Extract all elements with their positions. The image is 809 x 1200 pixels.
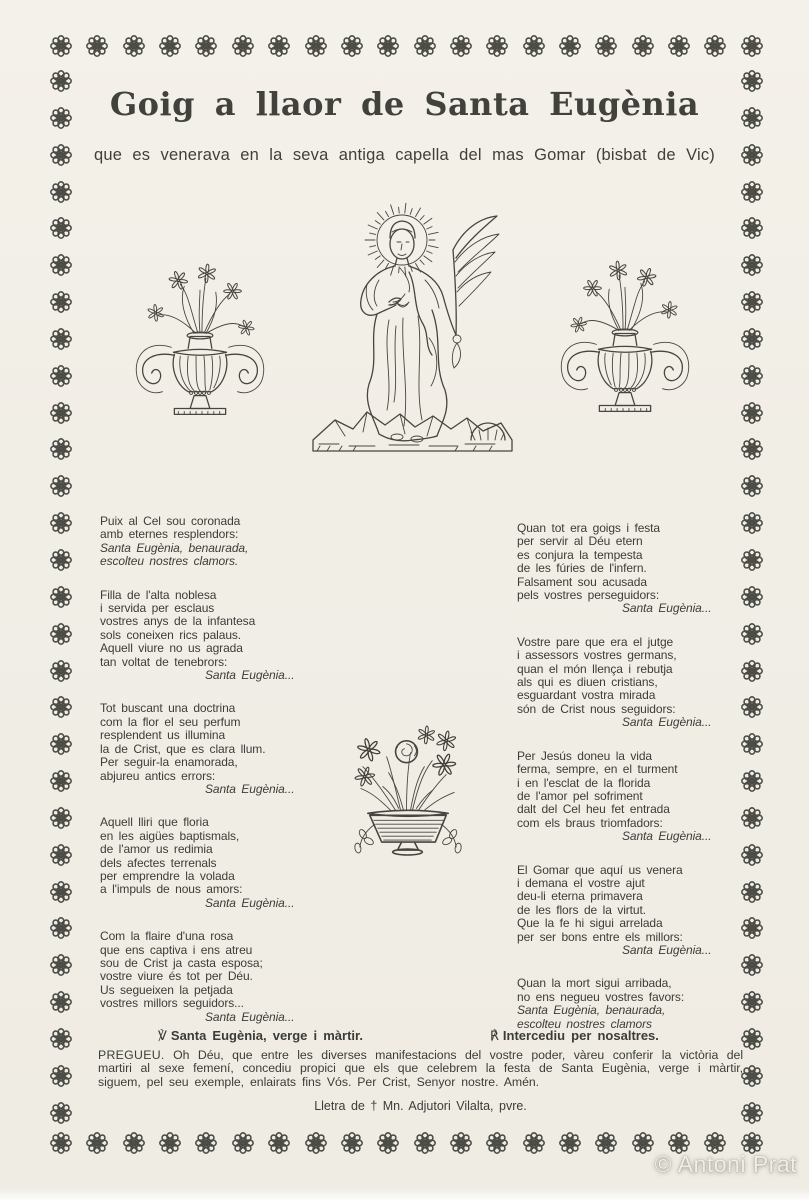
lily-vase-woodcut-right: [556, 251, 694, 419]
stanza: [517, 636, 809, 730]
prayer-lead: PREGUEU.: [98, 1048, 165, 1062]
flower-rosette-icon: [50, 807, 72, 829]
flower-rosette-icon: [741, 181, 763, 203]
border-left-column: [50, 70, 72, 1124]
response: [490, 1028, 659, 1044]
verse-line: quan el món llença i rebutja: [517, 661, 673, 676]
stanza: [100, 816, 410, 910]
verse-line: Aquell viure no us agrada: [100, 641, 243, 656]
refrain-line: Santa Eugènia...: [205, 781, 295, 796]
page-title: Goig a llaor de Santa Eugènia: [109, 85, 700, 123]
verse-line: són de Crist nous seguidors:: [517, 701, 676, 716]
verse-line: sou de Crist ja casta esposa;: [100, 955, 263, 970]
verse-line: de l'amor pel sofriment: [517, 788, 643, 803]
flower-rosette-icon: [741, 254, 763, 276]
flower-rosette-icon: [232, 1132, 254, 1154]
verse-line: Per seguir-la enamorada,: [100, 755, 238, 770]
flower-rosette-icon: [50, 475, 72, 497]
prayer-text: Oh Déu, que entre les diverses manifestacions del vostre poder, vàreu conferir la victòria del martiri al sexe femení, concediu propici que els que celebrem la festa de Santa Eugènia, verge i màrtir, siguem, pel seu exemple, enlairats fins Vós. Per Crist, Senyor nostre. Amén.: [98, 1048, 744, 1089]
verse-line: i servida per esclaus: [100, 601, 215, 616]
verse-line: esguardant vostra mirada: [517, 688, 656, 703]
flower-rosette-icon: [305, 1132, 327, 1154]
flower-rosette-icon: [523, 35, 545, 57]
flower-rosette-icon: [232, 35, 254, 57]
verse-line: Vostre pare que era el jutge: [517, 634, 674, 649]
verse-line: de les flors de la virtut.: [517, 902, 646, 917]
flower-rosette-icon: [50, 254, 72, 276]
border-top-row: [50, 35, 763, 57]
verse-line: Com la flaire d'una rosa: [100, 929, 234, 944]
verse-line: ferma, sempre, en el turment: [517, 762, 678, 777]
flower-rosette-icon: [50, 1065, 72, 1087]
stanza: [517, 977, 809, 1031]
refrain-line: Santa Eugènia...: [205, 895, 295, 910]
verse-line: per ser bons entre els millors:: [517, 929, 683, 944]
flower-rosette-icon: [741, 1102, 763, 1124]
verse-line: resplendent us illumina: [100, 728, 226, 743]
refrain-line: Santa Eugènia...: [205, 668, 295, 683]
flower-rosette-icon: [668, 35, 690, 57]
verse-line: i en l'esclat de la florida: [517, 775, 651, 790]
flower-rosette-icon: [632, 1132, 654, 1154]
verse-line: escolteu nostres clamors.: [100, 554, 239, 569]
copyright-watermark: © Antoni Prat: [654, 1151, 797, 1177]
flower-rosette-icon: [50, 365, 72, 387]
versicle: [158, 1028, 363, 1044]
verse-line: als qui es diuen cristians,: [517, 675, 658, 690]
verse-column-right: [517, 522, 809, 1051]
verse-line: escolteu nostres clamors: [517, 1016, 652, 1031]
flower-rosette-icon: [595, 1132, 617, 1154]
flower-rosette-icon: [741, 291, 763, 313]
flower-rosette-icon: [486, 35, 508, 57]
flower-rosette-icon: [50, 623, 72, 645]
flower-rosette-icon: [50, 696, 72, 718]
scan-edge: [0, 1188, 809, 1200]
flower-rosette-icon: [50, 512, 72, 534]
response-symbol: ℟: [490, 1029, 499, 1044]
flower-rosette-icon: [414, 35, 436, 57]
flower-rosette-icon: [50, 1132, 72, 1154]
flower-rosette-icon: [741, 35, 763, 57]
verse-line: Tot buscant una doctrina: [100, 701, 236, 716]
flower-rosette-icon: [486, 1132, 508, 1154]
verse-line: pels vostres perseguidors:: [517, 588, 660, 603]
verse-line: i demana el vostre ajut: [517, 875, 645, 890]
flower-rosette-icon: [50, 438, 72, 460]
verse-line: com la flor el seu perfum: [100, 714, 241, 729]
verse-line: sols coneixen rics palaus.: [100, 627, 242, 642]
flower-rosette-icon: [741, 328, 763, 350]
flower-rosette-icon: [50, 586, 72, 608]
flower-rosette-icon: [123, 1132, 145, 1154]
flower-rosette-icon: [377, 35, 399, 57]
verse-line: Filla de l'alta noblesa: [100, 587, 217, 602]
verse-line: com els braus triomfadors:: [517, 815, 663, 830]
flower-rosette-icon: [50, 660, 72, 682]
refrain-line: Santa Eugènia...: [622, 942, 712, 957]
flower-rosette-icon: [195, 1132, 217, 1154]
verse-line: deu-li eterna primavera: [517, 889, 643, 904]
flower-rosette-icon: [159, 35, 181, 57]
flower-rosette-icon: [268, 35, 290, 57]
flower-rosette-icon: [50, 844, 72, 866]
page-subtitle: que es venerava en la seva antiga capella del mas Gomar (bisbat de Vic): [93, 146, 716, 164]
flower-rosette-icon: [50, 181, 72, 203]
flower-rosette-icon: [86, 1132, 108, 1154]
verse-line: per servir al Déu etern: [517, 534, 643, 549]
stanza: [100, 589, 410, 683]
verse-line: Puix al Cel sou coronada: [100, 514, 241, 528]
flower-rosette-icon: [741, 438, 763, 460]
verse-line: de l'amor us redimia: [100, 842, 213, 857]
flower-rosette-icon: [559, 1132, 581, 1154]
flower-rosette-icon: [159, 1132, 181, 1154]
flower-rosette-icon: [50, 954, 72, 976]
flower-rosette-icon: [50, 881, 72, 903]
flower-rosette-icon: [450, 35, 472, 57]
prayer-paragraph: [98, 1049, 743, 1089]
verse-line: la de Crist, que es clara llum.: [100, 741, 266, 756]
flower-rosette-icon: [50, 402, 72, 424]
versicle-response-row: [0, 1028, 809, 1044]
refrain-line: Santa Eugènia...: [205, 1009, 295, 1024]
refrain-line: Santa Eugènia...: [622, 715, 712, 730]
verse-line: Santa Eugènia, benaurada,: [517, 1003, 666, 1018]
flower-rosette-icon: [50, 1102, 72, 1124]
verse-line: es conjura la tempesta: [517, 547, 643, 562]
verse-column-left: [100, 515, 410, 1044]
verse-line: Falsament sou acusada: [517, 574, 647, 589]
response-text: Intercediu per nosaltres.: [502, 1028, 659, 1043]
refrain-line: Santa Eugènia...: [622, 829, 712, 844]
flower-rosette-icon: [741, 475, 763, 497]
flower-rosette-icon: [50, 770, 72, 792]
flower-rosette-icon: [341, 1132, 363, 1154]
flower-rosette-icon: [50, 991, 72, 1013]
verse-line: Que la fe hi sigui arrelada: [517, 916, 663, 931]
stanza: [517, 522, 809, 616]
refrain-line: Santa Eugènia...: [622, 601, 712, 616]
verse-line: dalt del Cel heu fet entrada: [517, 802, 670, 817]
flower-rosette-icon: [632, 35, 654, 57]
flower-rosette-icon: [450, 1132, 472, 1154]
verse-line: abjureu antics errors:: [100, 768, 216, 783]
lily-vase-woodcut-left: [131, 256, 269, 420]
flower-rosette-icon: [50, 549, 72, 571]
flower-rosette-icon: [341, 35, 363, 57]
flower-rosette-icon: [559, 35, 581, 57]
versicle-text: Santa Eugènia, verge i màrtir.: [170, 1028, 363, 1043]
flower-rosette-icon: [50, 733, 72, 755]
verse-line: i assessors vostres germans,: [517, 648, 677, 663]
flower-rosette-icon: [50, 917, 72, 939]
stanza: [100, 515, 410, 569]
verse-line: vostres anys de la infantesa: [100, 614, 256, 629]
verse-line: Aquell lliri que floria: [100, 815, 209, 830]
flower-rosette-icon: [305, 35, 327, 57]
verse-line: amb eternes resplendors:: [100, 527, 239, 542]
flower-rosette-icon: [741, 1065, 763, 1087]
author-credit: Lletra de † Mn. Adjutori Vilalta, pvre.: [314, 1099, 527, 1113]
verse-line: Santa Eugènia, benaurada,: [100, 540, 249, 555]
flower-rosette-icon: [741, 217, 763, 239]
stanza: [517, 750, 809, 844]
flower-rosette-icon: [50, 291, 72, 313]
verse-line: dels afectes terrenals: [100, 855, 217, 870]
verse-line: Quan la mort sigui arribada,: [517, 976, 672, 991]
flower-rosette-icon: [50, 217, 72, 239]
flower-rosette-icon: [414, 1132, 436, 1154]
stanza: [517, 864, 809, 958]
verse-line: El Gomar que aquí us venera: [517, 862, 683, 877]
flower-rosette-icon: [50, 328, 72, 350]
verse-line: vostres millors seguidors...: [100, 996, 244, 1011]
saint-eugenia-woodcut: [305, 188, 520, 483]
verse-line: a l'impuls de nous amors:: [100, 882, 243, 897]
flower-rosette-icon: [595, 35, 617, 57]
verse-line: que ens captiva i ens atreu: [100, 942, 253, 957]
verse-line: Quan tot era goigs i festa: [517, 521, 660, 535]
versicle-symbol: ℣: [158, 1029, 167, 1044]
verse-line: Us segueixen la petjada: [100, 982, 233, 997]
verse-line: de les fúries de l'infern.: [517, 561, 647, 576]
flower-rosette-icon: [523, 1132, 545, 1154]
verse-line: tan voltat de tenebrors:: [100, 654, 228, 669]
verse-line: no ens negueu vostres favors:: [517, 989, 685, 1004]
flower-rosette-icon: [268, 1132, 290, 1154]
flower-rosette-icon: [123, 35, 145, 57]
stanza: [100, 930, 410, 1024]
verse-line: Per Jesús doneu la vida: [517, 748, 652, 763]
flower-rosette-icon: [86, 35, 108, 57]
flower-rosette-icon: [704, 35, 726, 57]
flower-rosette-icon: [741, 365, 763, 387]
flower-rosette-icon: [741, 402, 763, 424]
verse-line: per emprendre la volada: [100, 868, 235, 883]
stanza: [100, 702, 410, 796]
flower-rosette-icon: [195, 35, 217, 57]
flower-rosette-icon: [50, 35, 72, 57]
flower-rosette-icon: [377, 1132, 399, 1154]
verse-line: vostre viure és tot per Déu.: [100, 969, 253, 984]
verse-line: en les aigües baptismals,: [100, 828, 240, 843]
